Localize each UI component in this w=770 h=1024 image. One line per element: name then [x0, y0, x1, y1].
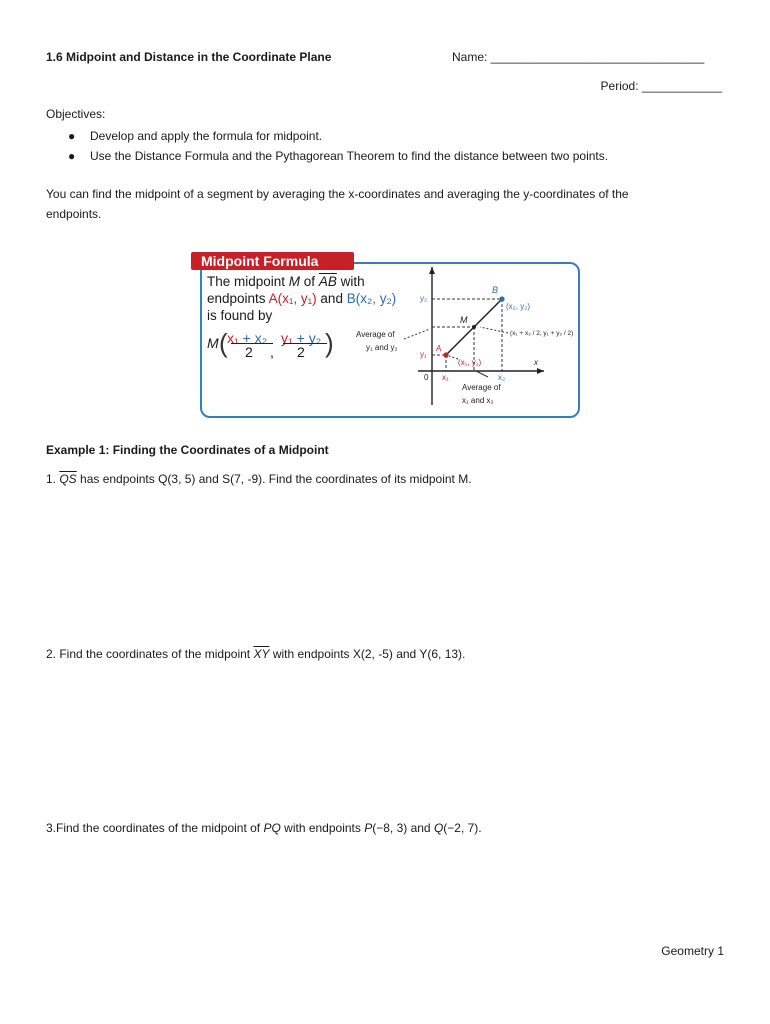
label-a: A [436, 344, 442, 353]
label-b: B [492, 285, 499, 295]
label-y2: y₂ [420, 294, 428, 303]
intro-paragraph: You can find the midpoint of a segment by averaging the x-coordinates and averaging the y-coordinates of the endpoints. [46, 187, 629, 221]
label-b-coord: (x₂, y₂) [506, 302, 530, 311]
question-3: 3.Find the coordinates of the midpoint of PQ with endpoints P(−8, 3) and Q(−2, 7). [46, 821, 482, 835]
objective-item: ● Develop and apply the formula for midpoint. [46, 126, 608, 146]
worksheet-title: 1.6 Midpoint and Distance in the Coordinate Plane [46, 50, 332, 64]
midpoint-graph [340, 265, 574, 411]
label-m-coord: (x₁ + x₂ / 2, y₁ + y₂ / 2) [510, 330, 574, 337]
formula-line-1: The midpoint M of $\overline{AB}$ with [207, 274, 365, 289]
period-field: Period: ____________ [600, 79, 722, 93]
label-x1: x₁ [442, 373, 449, 382]
label-x2: x₂ [498, 373, 506, 382]
formula-line-3: is found by [207, 308, 273, 323]
y-axis-arrow-icon [429, 267, 435, 274]
bullet-icon: ● [68, 129, 76, 143]
arrow-a [449, 356, 458, 359]
arrow-m [480, 327, 508, 333]
arrow-avg-y [404, 329, 430, 339]
question-1: 1. $\overline{QS}$ has endpoints Q(3, 5) and S(7, -9). Find the coordinates of its midpoint M. [46, 472, 472, 486]
example-heading: Example 1: Finding the Coordinates of a Midpoint [46, 443, 329, 457]
point-b [499, 296, 504, 301]
question-2: 2. Find the coordinates of the midpoint $\overline{XY}$ with endpoints X(2, -5) and Y(6, 13). [46, 647, 466, 661]
label-a-coord: (x₁, y₁) [458, 358, 482, 367]
label-avg-y-1: Average of [356, 330, 395, 339]
point-m [472, 325, 476, 329]
formula-line-2: endpoints A(x₁, y₁) and B(x₂, y₂) [207, 291, 397, 306]
objective-item: ● Use the Distance Formula and the Pythagorean Theorem to find the distance between two points. [46, 146, 608, 166]
arrow-avg-x [476, 371, 488, 377]
label-m: M [460, 315, 468, 325]
footer-course: Geometry 1 [661, 944, 724, 958]
label-avg-x-2: x₁ and x₂ [462, 396, 494, 405]
label-y1: y₁ [420, 350, 427, 359]
label-origin: 0 [424, 373, 429, 382]
bullet-icon: ● [68, 149, 76, 163]
label-avg-y-2: y₁ and y₂ [366, 343, 398, 352]
x-axis-arrow-icon [537, 368, 544, 374]
name-field: Name: ________________________________ [452, 50, 705, 64]
label-x: x [534, 358, 538, 367]
point-a [443, 352, 448, 357]
label-avg-x-1: Average of [462, 383, 501, 392]
objectives-heading: Objectives: [46, 107, 106, 121]
midpoint-formula-tag: Midpoint Formula [191, 252, 354, 270]
objectives-list [46, 126, 608, 166]
